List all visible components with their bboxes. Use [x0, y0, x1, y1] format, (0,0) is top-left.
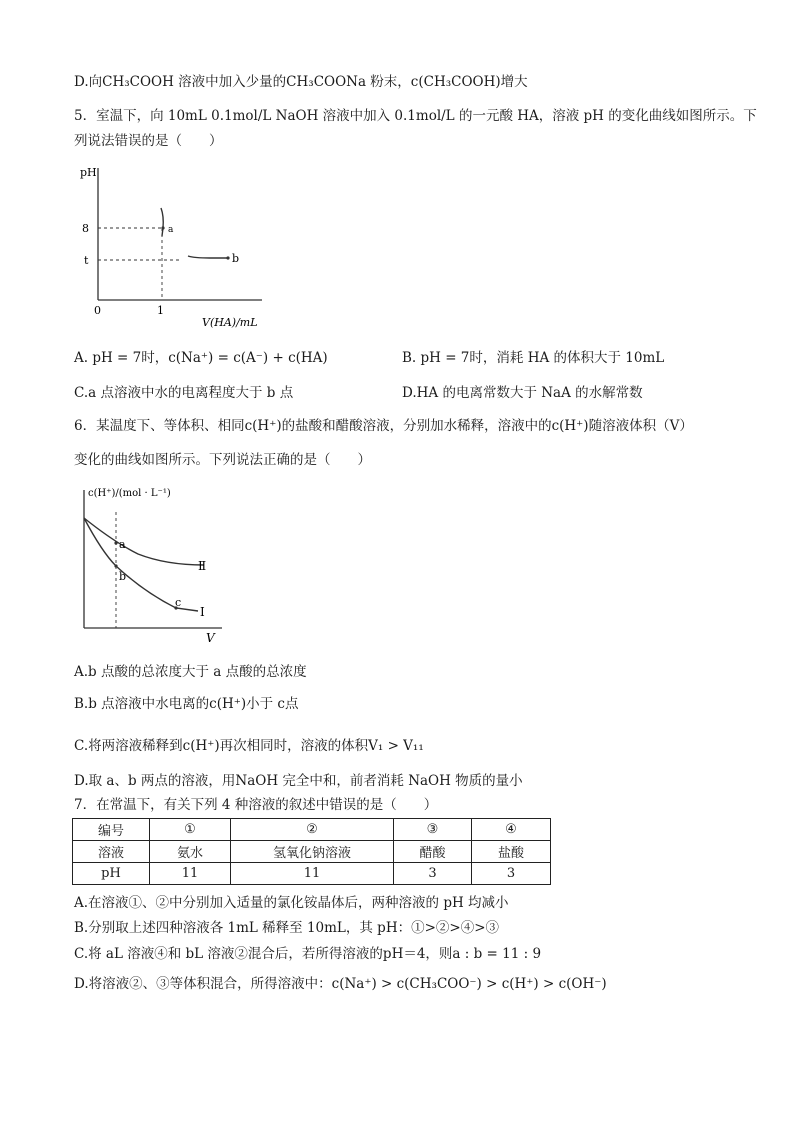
- q5-curve-steep: [161, 208, 163, 236]
- q5-xtick-1: 1: [157, 304, 164, 317]
- q5-ytick-8: 8: [82, 222, 89, 235]
- q6-stem-line-1: 6．某温度下、等体积、相同c(H⁺)的盐酸和醋酸溶液，分别加水稀释，溶液中的c(H⁺)随溶液体积（V）: [74, 418, 693, 434]
- table-row: [73, 819, 551, 841]
- q5-label-a: a: [168, 225, 174, 235]
- table-cell: pH: [73, 863, 150, 885]
- q6-label-curve-I: Ⅰ: [200, 605, 205, 619]
- q6-x-axis-label: V: [206, 631, 215, 645]
- q5-x-axis-label: V(HA)/mL: [202, 316, 258, 329]
- table-cell: 3: [394, 863, 472, 885]
- q5-ph-figure: [70, 160, 270, 336]
- q5-xtick-0: 0: [94, 304, 101, 317]
- q7-option-a: A.在溶液①、②中分别加入适量的氯化铵晶体后，两种溶液的 pH 均减小: [74, 895, 509, 911]
- table-cell: 编号: [73, 819, 150, 841]
- table-cell: ②: [231, 819, 394, 841]
- table-cell: 氢氧化钠溶液: [231, 841, 394, 863]
- q5-option-b: B. pH = 7时，消耗 HA 的体积大于 10mL: [402, 350, 665, 366]
- q5-point-a: [161, 226, 164, 229]
- q6-point-a: [114, 541, 117, 544]
- q7-option-c: C.将 aL 溶液④和 bL 溶液②混合后，若所得溶液的pH＝4，则a : b = 11 : 9: [74, 946, 542, 962]
- table-cell: 3: [472, 863, 551, 885]
- q7-solution-table: [72, 818, 551, 885]
- q6-label-b: b: [119, 570, 127, 583]
- q6-option-b: B.b 点溶液中水电离的c(H⁺)小于 c点: [74, 696, 299, 712]
- q5-option-a: A. pH = 7时，c(Na⁺) = c(A⁻) + c(HA): [74, 350, 328, 366]
- table-cell: 氨水: [150, 841, 231, 863]
- table-cell: 盐酸: [472, 841, 551, 863]
- q6-stem-line-2: 变化的曲线如图所示。下列说法正确的是（ ）: [74, 452, 371, 468]
- table-cell: ①: [150, 819, 231, 841]
- q6-concentration-figure: [72, 480, 232, 646]
- table-cell: ④: [472, 819, 551, 841]
- q6-option-d: D.取 a、b 两点的溶液，用NaOH 完全中和，前者消耗 NaOH 物质的量小: [74, 773, 523, 789]
- q7-option-d: D.将溶液②、③等体积混合，所得溶液中：c(Na⁺) > c(CH₃COO⁻) > c(H⁺) > c(OH⁻): [74, 976, 607, 992]
- q5-label-b: b: [232, 252, 240, 265]
- q6-point-b: [114, 564, 117, 567]
- q6-y-axis-label: c(H⁺)/(mol · L⁻¹): [88, 488, 171, 499]
- q5-point-b: [226, 256, 229, 259]
- q5-option-c: C.a 点溶液中水的电离程度大于 b 点: [74, 385, 294, 401]
- q6-label-curve-II: Ⅱ: [198, 559, 207, 573]
- q6-label-c: c: [175, 596, 182, 609]
- q6-label-a: a: [119, 538, 126, 551]
- q6-option-a: A.b 点酸的总浓度大于 a 点酸的总浓度: [74, 664, 307, 680]
- q6-option-c: C.将两溶液稀释到c(H⁺)再次相同时，溶液的体积V₁ > V₁₁: [74, 738, 424, 754]
- q5-option-d: D.HA 的电离常数大于 NaA 的水解常数: [402, 385, 643, 401]
- q5-curve-flat: [188, 256, 228, 258]
- table-cell: ③: [394, 819, 472, 841]
- table-row: [73, 841, 551, 863]
- q7-option-b: B.分别取上述四种溶液各 1mL 稀释至 10mL，其 pH：①>②>④>③: [74, 920, 500, 936]
- q6-curve-II: [84, 518, 204, 565]
- q4-option-d: D.向CH₃COOH 溶液中加入少量的CH₃COONa 粉末，c(CH₃COOH)增大: [74, 74, 528, 90]
- q7-stem: 7．在常温下，有关下列 4 种溶液的叙述中错误的是（ ）: [74, 797, 438, 813]
- table-cell: 11: [150, 863, 231, 885]
- q5-ytick-t: t: [84, 254, 89, 267]
- q5-y-axis-label: pH: [80, 166, 97, 179]
- table-row: [73, 863, 551, 885]
- table-cell: 溶液: [73, 841, 150, 863]
- q5-stem-line-1: 5．室温下，向 10mL 0.1mol/L NaOH 溶液中加入 0.1mol/L 的一元酸 HA，溶液 pH 的变化曲线如图所示。下: [74, 108, 757, 124]
- table-cell: 醋酸: [394, 841, 472, 863]
- q5-stem-line-2: 列说法错误的是（ ）: [74, 133, 223, 149]
- table-cell: 11: [231, 863, 394, 885]
